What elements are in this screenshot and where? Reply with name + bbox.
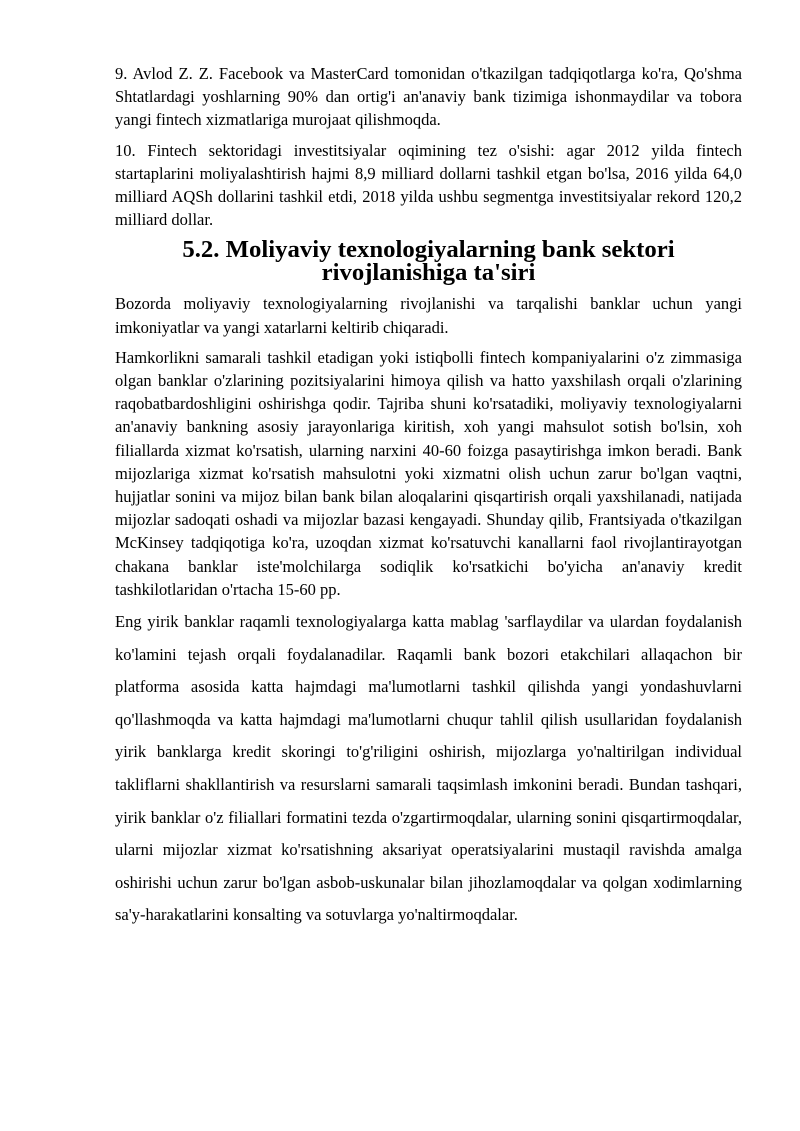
body-paragraph-wide: Eng yirik banklar raqamli texnologiyalarga katta mablag 'sarflaydilar va ulardan foydalanish ko'lamini tejash orqali foydalanadilar. Raqamli bank bozori etakchilari allaqachon bir platforma asosida katta hajmdagi ma'lumotlarni tashkil qilishda yangi yondashuvlarni qo'llashmoqda va katta hajmdagi ma'lumotlarni chuqur tahlil qilish usullaridan foydalanish yirik banklarga kredit skoringi to'g'riligini oshirish, mijozlarga yo'naltirilgan individual takliflarni shakllantirish va resurslarni samarali taqsimlash imkonini beradi. Bundan tashqari, yirik banklar o'z filiallari formatini tezda o'zgartirmoqdalar, ularning sonini qisqartirmoqdalar, ularni mijozlar xizmat ko'rsatishning aksariyat operatsiyalarini mustaqil ravishda amalga oshirishi uchun zarur bo'lgan asbob-uskunalar bilan jihozlamoqdalar va qolgan xodimlarning sa'y-harakatlarini konsalting va sotuvlarga yo'naltirmoqdalar. [115, 612, 742, 925]
section-heading: 5.2. Moliyaviy texnologiyalarning bank sektori rivojlanishiga ta'siri [182, 236, 675, 287]
document-page [115, 62, 742, 939]
list-item-9: 9. Avlod Z. Z. Facebook va MasterCard tomonidan o'tkazilgan tadqiqotlarga ko'ra, Qo'shma Shtatlardagi yoshlarning 90% dan ortig'i an'anaviy bank tizimiga ishonmaydilar va tobora yangi fintech xizmatlariga murojaat qilishmoqda. [115, 64, 742, 130]
intro-paragraph: Bozorda moliyaviy texnologiyalarning rivojlanishi va tarqalishi banklar uchun yangi imkoniyatlar va yangi xatarlarni keltirib chiqaradi. [115, 294, 742, 337]
list-item-10: 10. Fintech sektoridagi investitsiyalar oqimining tez o'sishi: agar 2012 yilda fintech startaplarini moliyalashtirish hajmi 8,9 milliard dollarni tashkil etgan bo'lsa, 2016 yilda 64,0 milliard AQSh dollarini tashkil etdi, 2018 yilda ushbu segmentga investitsiyalar rekord 120,2 milliard dollar. [115, 140, 742, 230]
body-paragraph: Hamkorlikni samarali tashkil etadigan yoki istiqbolli fintech kompaniyalarini o'z zimmasiga olgan banklar o'zlarining pozitsiyalarini himoya qilish va hatto yaxshilash orqali o'zlarining raqobatbardoshligini oshirishga qodir. Tajriba shuni ko'rsatadiki, moliyaviy texnologiyalarni an'anaviy bankning asosiy jarayonlariga kiritish, xoh yangi mahsulot sotish bo'lsin, xoh filiallarda xizmat ko'rsatish, ularning narxini 40-60 foizga pasaytirishga imkon beradi. Bank mijozlariga xizmat ko'rsatish mahsulotni yoki xizmatni olish uchun zarur bo'lgan vaqtni, hujjatlar sonini va mijoz bilan bank bilan aloqalarini qisqartirish orqali yaxshilanadi, natijada mijozlar sadoqati oshadi va mijozlar bazasi kengayadi. Shunday qilib, Frantsiyada o'tkazilgan McKinsey tadqiqotiga ko'ra, uzoqdan xizmat ko'rsatuvchi kanallarni faol rivojlantirayotgan chakana banklar iste'molchilarga sodiqlik ko'rsatkichi bo'yicha an'anaviy kredit tashkilotlaridan o'rtacha 15-60 pp. [115, 347, 742, 599]
